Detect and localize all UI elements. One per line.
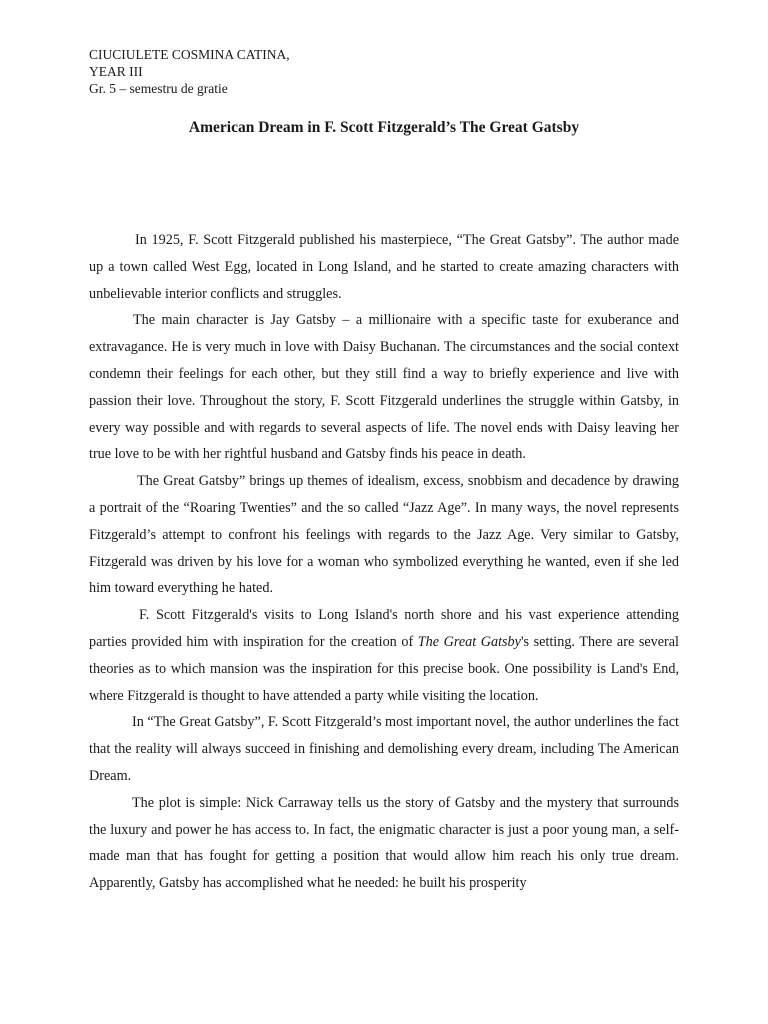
- essay-title: American Dream in F. Scott Fitzgerald’s The Great Gatsby: [188, 119, 580, 136]
- student-year: YEAR III: [89, 64, 143, 79]
- paragraph-4-text-a: F. Scott Fitzgerald's visits to Long Island's north shore and his vast experience attending parties provided him with inspiration for the creation of: [89, 607, 679, 650]
- book-title-italic: The Great Gatsby: [417, 633, 521, 650]
- paragraph-3: The Great Gatsby” brings up themes of idealism, excess, snobbism and decadence by drawing a portrait of the “Roaring Twenties” and the so called “Jazz Age”. In many ways, the novel represents Fitzgerald’s attempt to confront his feelings with regards to the Jazz Age. Very similar to Gatsby, Fitzgerald was driven by his love for a woman who symbolized everything he wanted, even if she led him toward everything he hated.: [89, 473, 679, 597]
- paragraph-4-text-b: 's setting. There are several theories as to which mansion was the inspiration for this precise book. One possibility is Land's End, where Fitzgerald is thought to have attended a party while visiting the location.: [89, 633, 679, 704]
- paragraph-2: The main character is Jay Gatsby – a millionaire with a specific taste for exuberance and extravagance. He is very much in love with Daisy Buchanan. The circumstances and the social context condemn their feelings for each other, but they still find a way to briefly experience and live with passion their love. Throughout the story, F. Scott Fitzgerald underlines the struggle within Gatsby, in every way possible and with regards to several aspects of life. The novel ends with Daisy leaving her true love to be with her rightful husband and Gatsby finds his peace in death.: [89, 312, 679, 463]
- paragraph-6: The plot is simple: Nick Carraway tells us the story of Gatsby and the mystery that surrounds the luxury and power he has access to. In fact, the enigmatic character is just a poor young man, a self-made man that has fought for getting a position that would allow him reach his only true dream. Apparently, Gatsby has accomplished what he needed: he built his prosperity: [89, 794, 679, 892]
- student-group: Gr. 5 – semestru de gratie: [89, 81, 228, 96]
- essay-body: [89, 227, 679, 897]
- paragraph-4: [89, 602, 679, 709]
- author-header: [89, 46, 290, 97]
- paragraph-1: In 1925, F. Scott Fitzgerald published his masterpiece, “The Great Gatsby”. The author made up a town called West Egg, located in Long Island, and he started to create amazing characters with unbelievable interior conflicts and struggles.: [89, 232, 679, 302]
- author-name: CIUCIULETE COSMINA CATINA,: [89, 47, 290, 62]
- paragraph-5: In “The Great Gatsby”, F. Scott Fitzgerald’s most important novel, the author underlines the fact that the reality will always succeed in finishing and demolishing every dream, including The American Dream.: [89, 714, 679, 784]
